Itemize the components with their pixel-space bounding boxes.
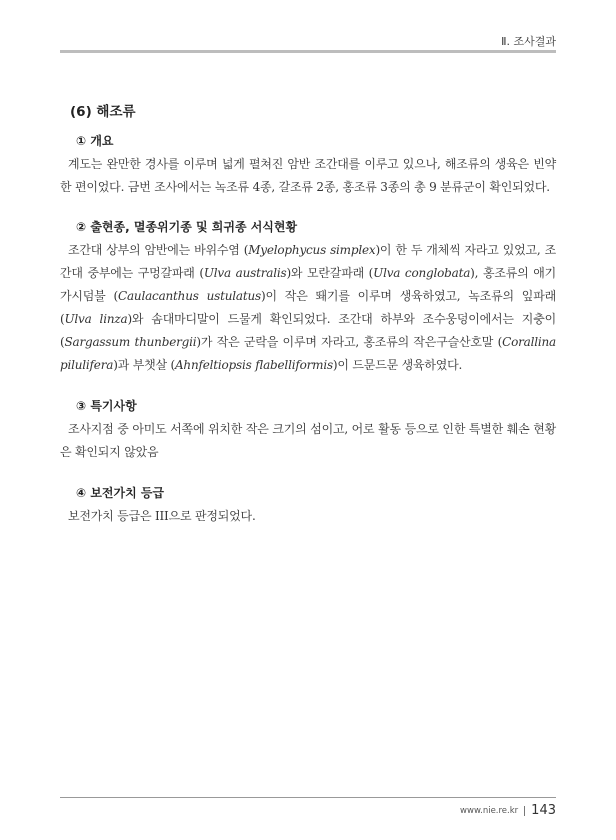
species-name: Ulva conglobata bbox=[373, 266, 471, 280]
footer-url: www.nie.re.kr bbox=[460, 805, 519, 816]
species-paragraph: 조간대 상부의 암반에는 바위수염 (Myelophycus simplex)이 한 두 개체씩 자라고 있었고, 조간대 중부에는 구멍갈파래 (Ulva australis)와 모란갈파래 (Ulva conglobata), 홍조류의 애기가시덤불 (Caulacanthus ustulatus)이 작은 뙈기를 이루며 생육하였고, 녹조류의 잎파래 (Ulva linza)와 솜대마디말이 드물게 확인되었다. 조간대 하부와 조수웅덩이에서는 지충이 (Sargassum thunbergii)가 작은 군락을 이루며 자라고, 홍조류의 작은구슬산호말 (Corallina pilulifera)과 부챗살 (Ahnfeltiopsis flabelliformis)이 드문드문 생육하였다. bbox=[60, 243, 557, 372]
page-body bbox=[60, 100, 556, 528]
remarks-paragraph: 조사지점 중 아미도 서쪽에 위치한 작은 크기의 섬이고, 어로 활동 등으로 인한 특별한 훼손 현황은 확인되지 않았음 bbox=[60, 422, 556, 459]
page-number: 143 bbox=[531, 803, 556, 818]
subsection-title-conservation: ④ 보전가치 등급 bbox=[76, 486, 165, 500]
species-name: Ulva linza bbox=[64, 312, 128, 326]
footer bbox=[460, 803, 556, 818]
overview-paragraph: 계도는 완만한 경사를 이루며 넓게 펼쳐진 암반 조간대를 이루고 있으나, 해조류의 생육은 빈약한 편이었다. 금번 조사에서는 녹조류 4종, 갈조류 2종, 홍조류 3종의 총 9 분류군이 확인되었다. bbox=[60, 157, 556, 194]
footer-divider bbox=[524, 806, 525, 816]
subsection-title-overview: ① 개요 bbox=[76, 134, 114, 148]
species-name: Caulacanthus ustulatus bbox=[118, 289, 261, 303]
species-name: Sargassum thunbergii bbox=[64, 335, 197, 349]
conservation-paragraph: 보전가치 등급은 III으로 판정되었다. bbox=[68, 509, 256, 523]
footer-rule bbox=[60, 797, 556, 798]
species-name: Corallina pilulifera bbox=[60, 335, 556, 372]
species-name: Myelophycus simplex bbox=[248, 243, 376, 257]
section-title: (6) 해조류 bbox=[70, 104, 136, 120]
header-rule bbox=[60, 50, 556, 53]
subsection-title-remarks: ③ 특기사항 bbox=[76, 399, 137, 413]
species-name: Ahnfeltiopsis flabelliformis bbox=[174, 358, 333, 372]
subsection-title-species: ② 출현종, 멸종위기종 및 희귀종 서식현황 bbox=[76, 220, 298, 234]
running-header: Ⅱ. 조사결과 bbox=[501, 35, 556, 48]
species-name: Ulva australis bbox=[203, 266, 287, 280]
